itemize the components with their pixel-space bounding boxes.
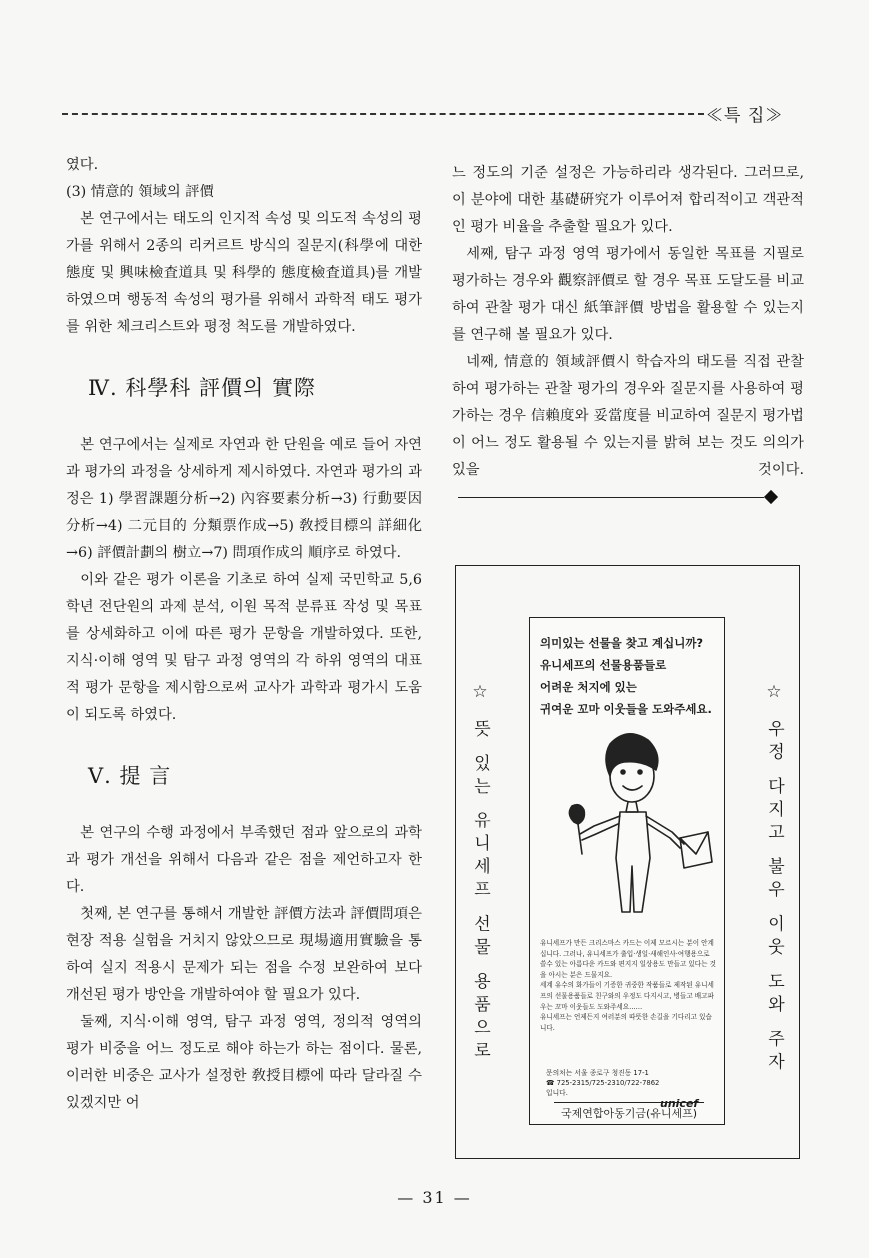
paragraph: 본 연구의 수행 과정에서 부족했던 점과 앞으로의 과학과 평가 개선을 위해서 다음과 같은 점을 제언하고자 한다. <box>66 825 422 895</box>
paragraph: 첫째, 본 연구를 통해서 개발한 評價方法과 評價問項은 현장 적용 실험을 거치지 않았으므로 現場適用實驗을 통하여 실지 적용시 문제가 되는 점을 수정 보완하여 보다 개선된 평가 방안을 개발하여야 할 필요가 있다. <box>66 906 422 1003</box>
left-column <box>66 152 422 1117</box>
end-diamond-icon <box>764 490 778 504</box>
paragraph: 이와 같은 평가 이론을 기초로 하여 실제 국민학교 5,6학년 전단원의 과제 분석, 이원 목적 분류표 작성 및 목표를 상세화하고 이에 따른 평가 문항을 개발하였다. 또한, 지식·이해 영역 및 탐구 과정 영역의 각 하위 영역의 대표적 평가 문항을 제시함으로써 교사가 과학과 평가시 도움이 되도록 하였다. <box>66 572 422 723</box>
ad-vertical-slogan-right: ☆ 우정 다지고 불우 이웃 도와 주자 <box>764 682 784 1076</box>
unicef-ad <box>455 565 800 1159</box>
ad-headline-line: 의미있는 선물을 찾고 계십니까? <box>540 636 704 650</box>
end-line <box>458 497 764 498</box>
ad-headline-line: 유니세프의 선물용품들로 <box>540 658 667 672</box>
child-drawing-illustration <box>538 726 716 916</box>
paragraph: 본 연구에서는 실제로 자연과 한 단원을 예로 들어 자연과 평가의 과정을 상세하게 제시하였다. 자연과 평가의 과정은 1) 學習課題分析→2) 內容要素分析→3) 行動要因分析→4) 二元目的 分類票作成→5) 敎授目標의 詳細化→6) 評價計劃의 樹立→7) 問項作成의 順序로 하였다. <box>66 437 422 561</box>
ad-body-paragraph: 유니세프가 만든 크리스마스 카드는 이제 모르시는 분이 안계십니다. 그러나, 유니세프가 출입·생일·새해인사·여행용으로 쓸수 있는 아름다운 카드와 편지지 일상용도 만들고 있다는 것을 아시는 분은 드물지요. <box>540 939 717 979</box>
ad-vertical-slogan-left: ☆ 뜻 있는 유니세프 선물 용품으로 <box>470 682 490 1065</box>
paragraph: 둘째, 지식·이해 영역, 탐구 과정 영역, 정의적 영역의 평가 비중을 어느 정도로 해야 하는가 하는 점이다. 물론, 이러한 비중은 교사가 설정한 敎授目標에 따라 달라질 수 있겠지만 어 <box>66 1014 422 1111</box>
paragraph: 였다. <box>66 157 99 173</box>
ad-headline <box>540 632 718 720</box>
page-number: — 31 — <box>397 1188 472 1207</box>
ad-address-line: 입니다. <box>546 1089 568 1097</box>
paragraph: 본 연구에서는 태도의 인지적 속성 및 의도적 속성의 평가를 위해서 2종의 리커르트 방식의 질문지(科學에 대한 態度 및 興味檢査道具 및 科學的 態度檢査道具)를 개발하였으며 행동적 속성의 평가를 위해서 과학적 태도 평가를 위한 체크리스트와 평정 척도를 개발하였다. <box>66 211 422 335</box>
right-column <box>452 160 804 511</box>
paragraph-text: 네째, 情意的 領域評價시 학습자의 태도를 직접 관찰하여 평가하는 관찰 평가의 경우와 질문지를 사용하여 평가하는 경우 信賴度와 妥當度를 비교하여 질문지 평가법이 어느 정도 활용될 수 있는지를 밝혀 보는 것도 의의가 있을 것이다. <box>452 354 804 478</box>
section-title: Ⅳ. 科學科 評價의 實際 <box>88 376 316 400</box>
ad-organization-name: 국제연합아동기금(유니세프) <box>554 1102 704 1121</box>
section-title: Ⅴ. 提 言 <box>88 764 172 788</box>
ad-address <box>546 1068 659 1098</box>
paragraph <box>452 349 804 511</box>
ad-body <box>540 938 718 1033</box>
unicef-logo: unicef <box>660 1097 699 1110</box>
ad-address-line: 문의처는 서울 종로구 청진동 17-1 <box>546 1069 649 1077</box>
subsection-heading: (3) 情意的 領域의 評價 <box>66 184 214 200</box>
header-rule <box>62 113 704 115</box>
ad-headline-line: 귀여운 꼬마 이웃들을 도와주세요. <box>540 702 712 716</box>
paragraph: 세째, 탐구 과정 영역 평가에서 동일한 목표를 지필로 평가하는 경우와 觀察評價로 할 경우 목표 도달도를 비교하여 관찰 평가 대신 紙筆評價 방법을 활용할 수 있는지를 연구해 볼 필요가 있다. <box>452 246 804 343</box>
ad-address-line: ☎ 725-2315/725-2310/722-7862 <box>546 1079 660 1087</box>
section-tag: ≪특 집≫ <box>706 106 784 126</box>
ad-inner-panel <box>529 617 725 1125</box>
ad-body-paragraph: 세계 유수의 화가들이 기증한 귀중한 작품들로 제작된 유니세프의 선물용품들로 친구와의 우정도 다지시고, 병들고 배고파 우는 꼬마 이웃들도 도와주세요…… <box>540 981 714 1011</box>
paragraph: 느 정도의 기준 설정은 가능하리라 생각된다. 그러므로, 이 분야에 대한 基礎硏究가 이루어져 합리적이고 객관적인 평가 비율을 추출할 필요가 있다. <box>452 165 804 235</box>
ad-headline-line: 어려운 처지에 있는 <box>540 680 637 694</box>
ad-body-paragraph: 유니세프는 언제든지 여러분의 따뜻한 손길을 기다리고 있습니다. <box>540 1013 712 1032</box>
